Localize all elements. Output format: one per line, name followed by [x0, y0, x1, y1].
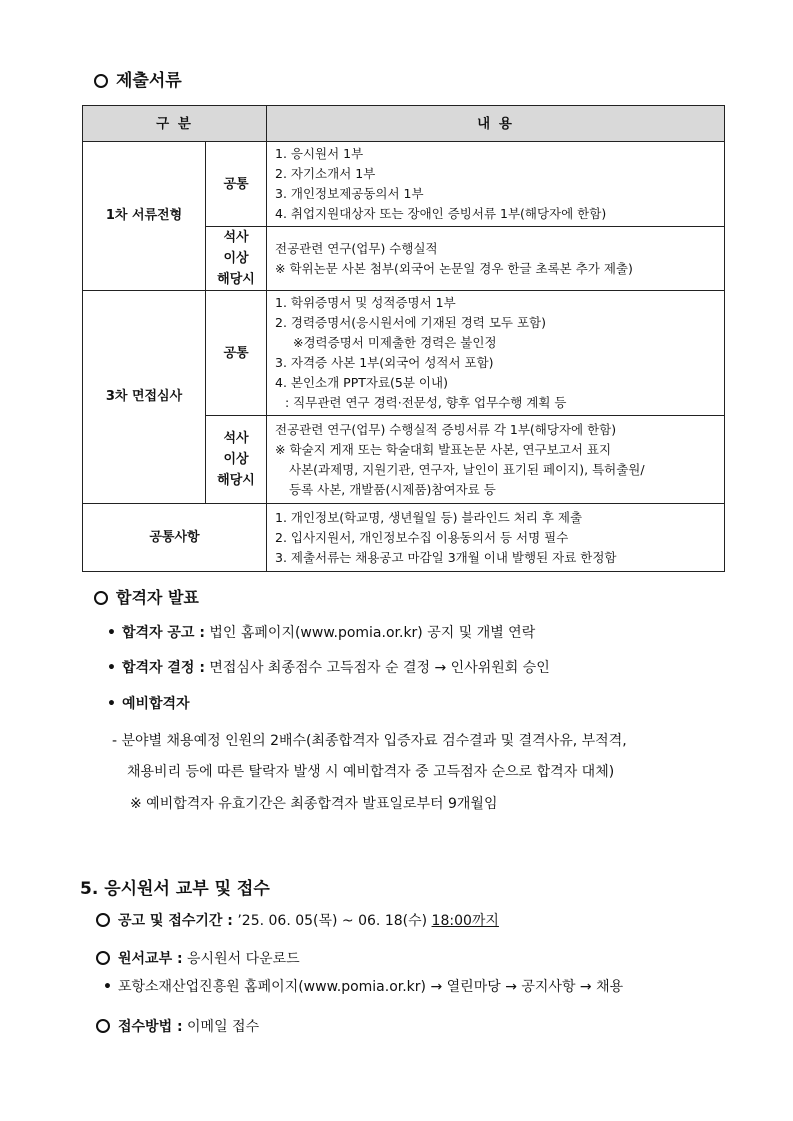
list-item: 3. 제출서류는 채용공고 마감일 3개월 이내 발행된 자료 한정함	[275, 549, 617, 565]
round3-common-label: 공통	[206, 291, 267, 416]
list-item: 등록 사본, 개발품(시제품)참여자료 등	[289, 481, 496, 497]
list-item: 사본(과제명, 지원기관, 연구자, 날인이 표기된 페이지), 특허출원/	[289, 461, 645, 477]
documents-table	[82, 105, 725, 572]
application-method: 접수방법 : 이메일 접수	[96, 1016, 259, 1038]
reserve-line-2: 채용비리 등에 따른 탈락자 발생 시 예비합격자 중 고득점자 순으로 합격자 대체)	[127, 764, 615, 780]
section-title-documents: 제출서류	[94, 66, 182, 91]
round3-common-items	[267, 291, 725, 416]
section-title-application: 5. 응시원서 교부 및 접수	[80, 879, 270, 899]
list-item: 2. 입사지원서, 개인정보수집 이용동의서 등 서명 필수	[275, 529, 569, 545]
table-header-row	[83, 106, 725, 142]
list-item: 2. 경력증명서(응시원서에 기재된 경력 모두 포함)	[275, 315, 546, 330]
round3-label: 3차 면접심사	[83, 291, 206, 504]
common-label: 공통사항	[83, 504, 267, 572]
table-row	[83, 504, 725, 572]
list-item: 3. 자격증 사본 1부(외국어 성적서 포함)	[275, 355, 494, 370]
list-item: 2. 자기소개서 1부	[275, 166, 376, 181]
round1-common-label: 공통	[206, 142, 267, 227]
list-item: 전공관련 연구(업무) 수행실적	[275, 240, 438, 256]
bullet-dot-icon: •	[103, 979, 112, 995]
bullet-dot-icon: •	[107, 660, 116, 676]
list-item: 3. 개인정보제공동의서 1부	[275, 186, 424, 201]
circle-bullet-icon	[94, 74, 108, 88]
list-item: ※ 학위논문 사본 첨부(외국어 논문일 경우 한글 초록본 추가 제출)	[275, 260, 633, 276]
circle-bullet-icon	[94, 591, 108, 605]
announce-item-notice: • 합격자 공고 : 법인 홈페이지(www.pomia.or.kr) 공지 및 개별 연락	[107, 625, 536, 641]
header-content: 내 용	[267, 106, 725, 142]
reserve-note: ※ 예비합격자 유효기간은 최종합격자 발표일로부터 9개월임	[130, 796, 498, 812]
round3-masters-label: 석사 이상 해당시	[206, 416, 267, 504]
section-title-announcement: 합격자 발표	[94, 585, 199, 608]
round3-masters-items	[267, 416, 725, 504]
list-item: : 직무관련 연구 경력·전문성, 향후 업무수행 계획 등	[285, 395, 567, 410]
application-form-path: • 포항소재산업진흥원 홈페이지(www.pomia.or.kr) → 열린마당 → 공지사항 → 채용	[103, 979, 624, 995]
application-period: 공고 및 접수기간 : ’25. 06. 05(목) ~ 06. 18(수) 18:00까지	[96, 910, 499, 932]
round1-masters-items	[267, 227, 725, 291]
circle-bullet-icon	[96, 913, 110, 927]
round1-masters-label: 석사 이상 해당시	[206, 227, 267, 291]
application-form: 원서교부 : 응시원서 다운로드	[96, 948, 300, 970]
table-row	[83, 291, 725, 416]
round1-label: 1차 서류전형	[83, 142, 206, 291]
list-item: 전공관련 연구(업무) 수행실적 증빙서류 각 1부(해당자에 한함)	[275, 421, 617, 437]
circle-bullet-icon	[96, 951, 110, 965]
table-row	[83, 142, 725, 227]
bullet-dot-icon: •	[107, 625, 116, 641]
announce-item-reserve: • 예비합격자	[107, 696, 190, 712]
reserve-line-1: - 분야별 채용예정 인원의 2배수(최종합격자 입증자료 검수결과 및 결격사유, 부적격,	[112, 733, 627, 749]
common-items	[267, 504, 725, 572]
list-item: 4. 취업지원대상자 또는 장애인 증빙서류 1부(해당자에 한함)	[275, 206, 607, 221]
list-item: ※경력증명서 미제출한 경력은 불인정	[293, 335, 497, 350]
list-item: 1. 학위증명서 및 성적증명서 1부	[275, 295, 456, 310]
announce-item-decision: • 합격자 결정 : 면접심사 최종점수 고득점자 순 결정 → 인사위원회 승인	[107, 660, 550, 676]
circle-bullet-icon	[96, 1019, 110, 1033]
round1-common-items	[267, 142, 725, 227]
bullet-dot-icon: •	[107, 696, 116, 712]
header-category: 구 분	[83, 106, 267, 142]
list-item: ※ 학술지 게재 또는 학술대회 발표논문 사본, 연구보고서 표지	[275, 441, 612, 457]
list-item: 4. 본인소개 PPT자료(5분 이내)	[275, 375, 448, 390]
list-item: 1. 개인정보(학교명, 생년월일 등) 블라인드 처리 후 제출	[275, 509, 583, 525]
list-item: 1. 응시원서 1부	[275, 146, 364, 161]
